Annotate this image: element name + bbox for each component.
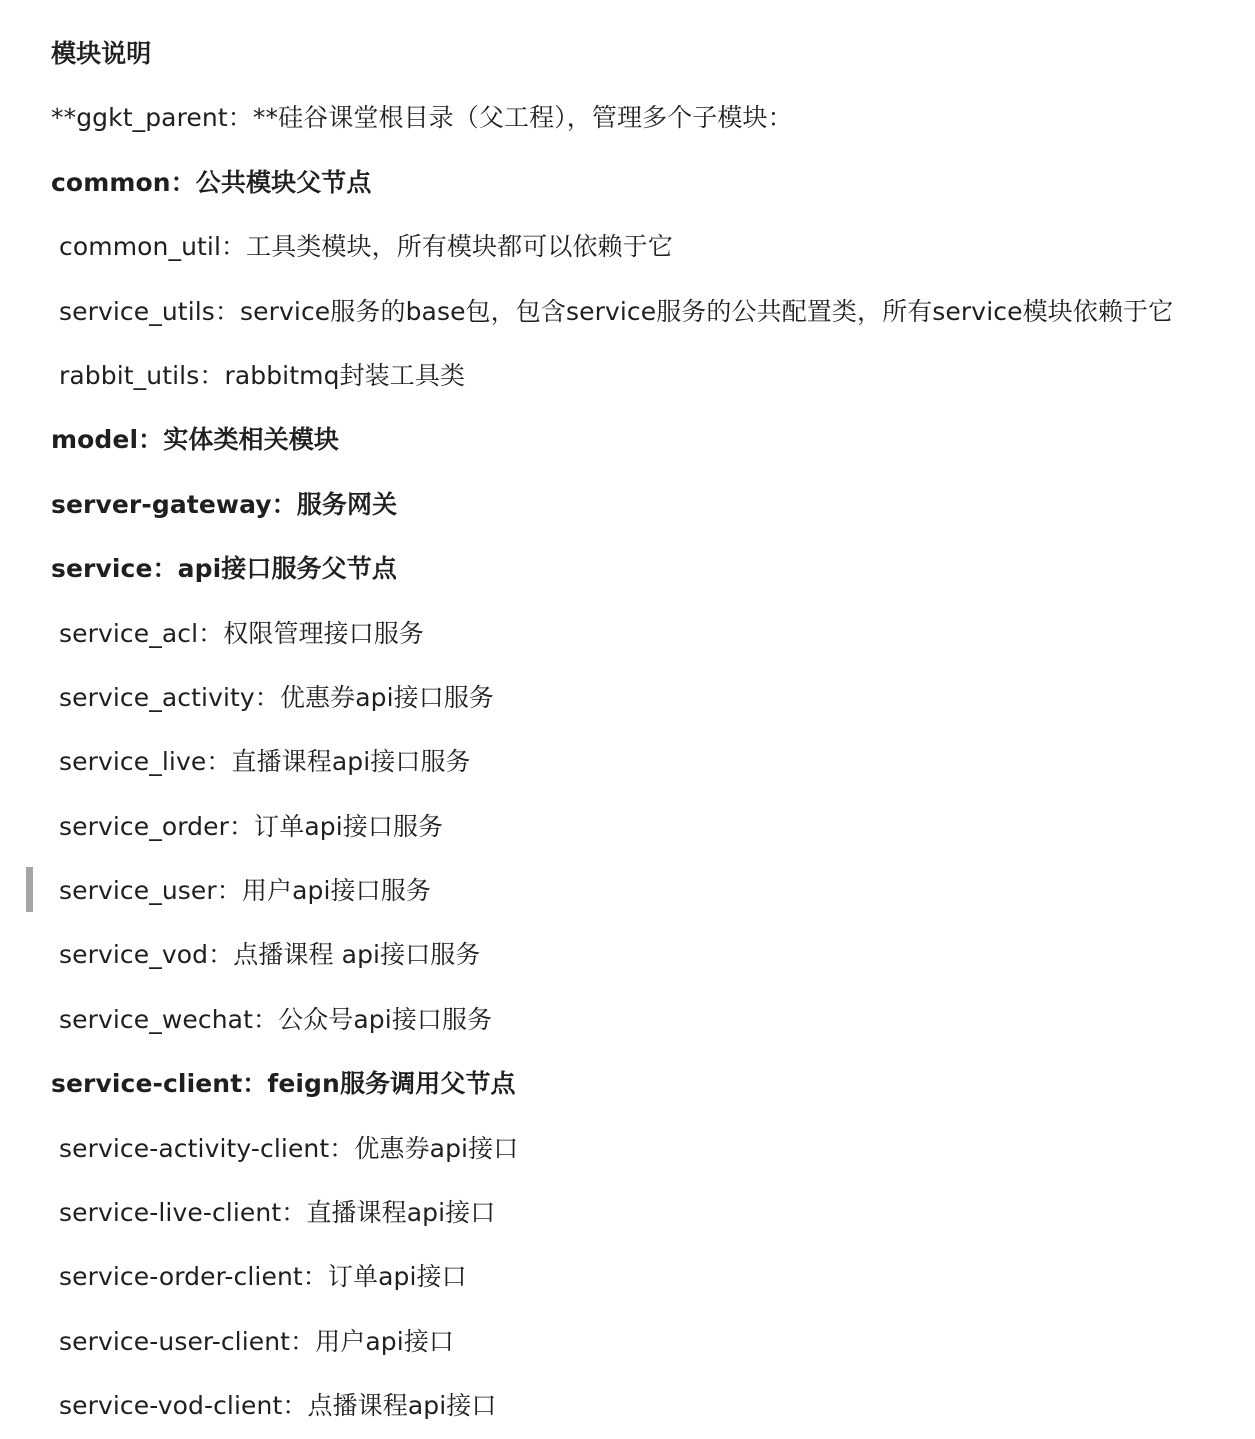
module-item: rabbit_utils：rabbitmq封装工具类 (59, 360, 466, 390)
module-item: service-order-client：订单api接口 (59, 1262, 467, 1292)
module-item: common_util：工具类模块，所有模块都可以依赖于它 (59, 232, 673, 262)
module-item: service_user：用户api接口服务 (59, 876, 431, 906)
module-item: service_utils：service服务的base包，包含service服务的公共配置类，所有service模块依赖于它 (59, 296, 1174, 326)
module-item: service_activity：优惠券api接口服务 (59, 682, 495, 712)
module-item: service-vod-client：点播课程api接口 (59, 1391, 497, 1421)
module-heading: service-client：feign服务调用父节点 (51, 1069, 516, 1099)
module-item: service-live-client：直播课程api接口 (59, 1198, 496, 1228)
module-item: service_vod：点播课程 api接口服务 (59, 940, 481, 970)
module-item: service-user-client：用户api接口 (59, 1326, 455, 1356)
module-item: service_acl：权限管理接口服务 (59, 618, 425, 648)
section-title: 模块说明 (51, 39, 152, 68)
intro-paragraph: **ggkt_parent：**硅谷课堂根目录（父工程），管理多个子模块： (51, 103, 793, 133)
text-cursor-margin-marker (26, 867, 33, 912)
module-item: service_order：订单api接口服务 (59, 811, 444, 841)
module-heading: common：公共模块父节点 (51, 167, 372, 197)
module-heading: service：api接口服务父节点 (51, 554, 397, 584)
document-body[interactable] (0, 22, 1255, 1439)
module-heading: model：实体类相关模块 (51, 425, 339, 455)
module-list (0, 151, 1255, 1439)
module-heading: server-gateway：服务网关 (51, 489, 398, 519)
module-item: service-activity-client：优惠券api接口 (59, 1133, 519, 1163)
module-item: service_wechat：公众号api接口服务 (59, 1004, 493, 1034)
module-item: service_live：直播课程api接口服务 (59, 747, 471, 777)
